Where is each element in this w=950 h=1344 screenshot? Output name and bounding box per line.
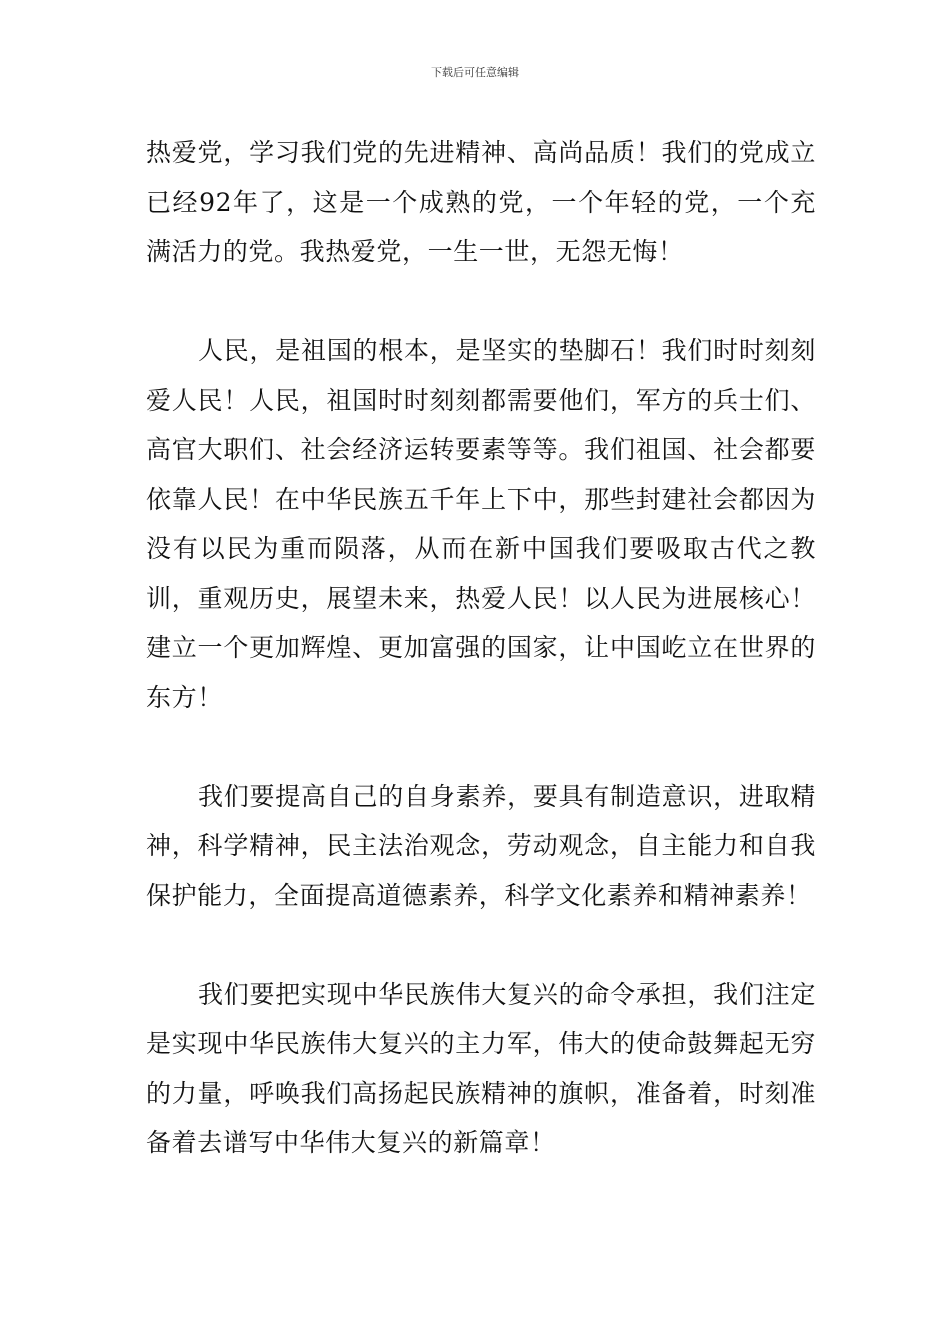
paragraph-spacer (146, 277, 816, 327)
paragraph-self-improvement: 我们要提高自己的自身素养，要具有制造意识，进取精神，科学精神，民主法治观念，劳动观念，自主能力和自我保护能力，全面提高道德素养，科学文化素养和精神素养！ (146, 781, 816, 910)
document-body (146, 128, 816, 1168)
page-header-note: 下载后可任意编辑 (431, 66, 519, 79)
paragraph-national-rejuvenation: 我们要把实现中华民族伟大复兴的命令承担，我们注定是实现中华民族伟大复兴的主力军，伟大的使命鼓舞起无穷的力量，呼唤我们高扬起民族精神的旗帜，准备着，时刻准备着去谱写中华伟大复兴的新篇章！ (146, 979, 816, 1157)
paragraph-spacer (146, 722, 816, 772)
paragraph-spacer (146, 920, 816, 970)
paragraph-party: 热爱党，学习我们党的先进精神、高尚品质！我们的党成立已经92年了，这是一个成熟的党，一个年轻的党，一个充满活力的党。我热爱党，一生一世，无怨无悔！ (146, 138, 816, 266)
paragraph-people: 人民，是祖国的根本，是坚实的垫脚石！我们时时刻刻爱人民！人民，祖国时时刻刻都需要他们，军方的兵士们、高官大职们、社会经济运转要素等等。我们祖国、社会都要依靠人民！在中华民族五千年上下中，那些封建社会都因为没有以民为重而陨落，从而在新中国我们要吸取古代之教训，重观历史，展望未来，热爱人民！以人民为进展核心！建立一个更加辉煌、更加富强的国家，让中国屹立在世界的东方！ (146, 336, 816, 712)
